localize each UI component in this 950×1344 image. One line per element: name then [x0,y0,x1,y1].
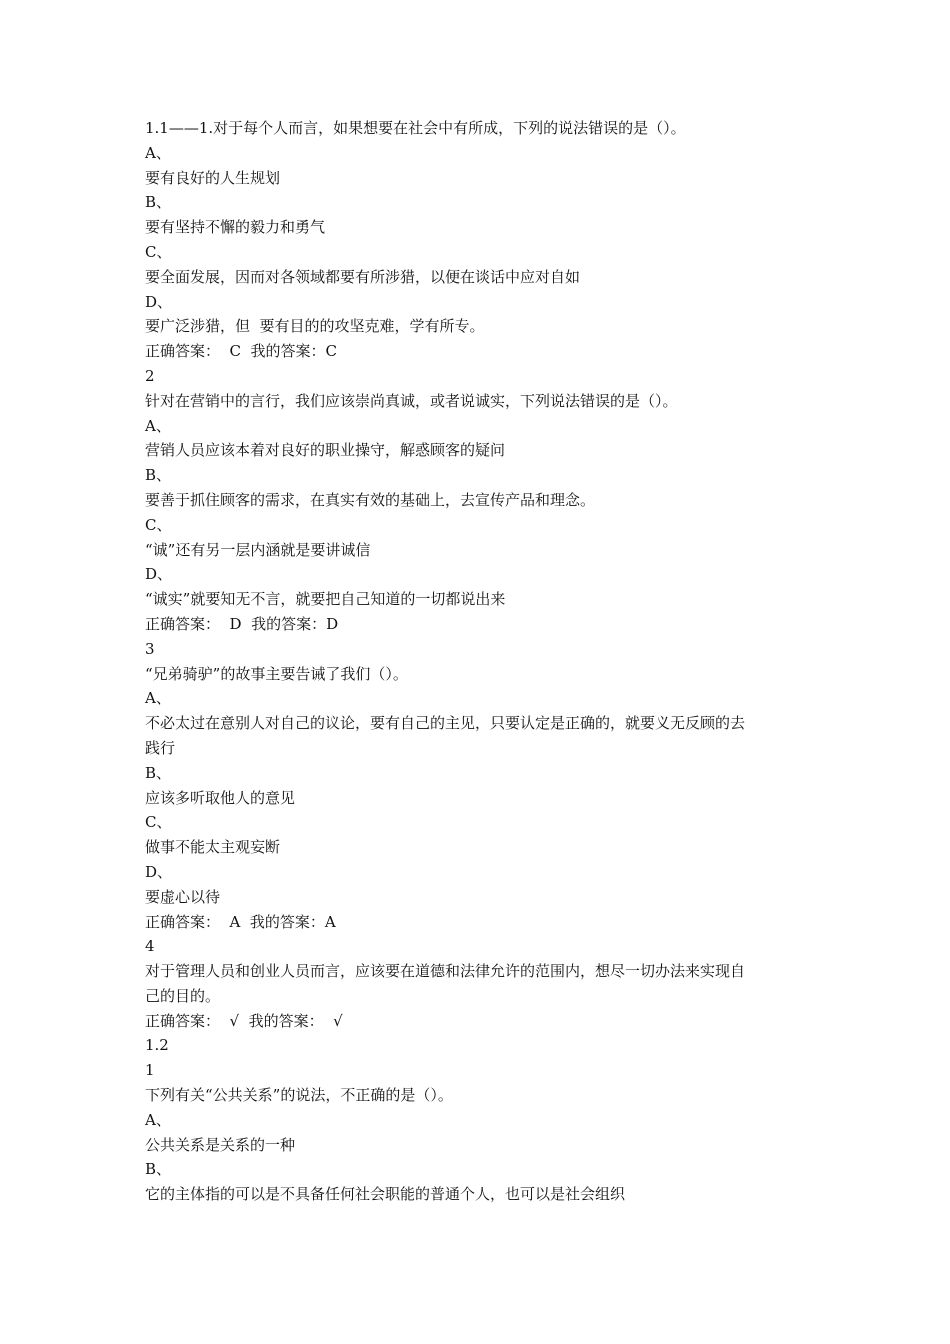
text-line: 它的主体指的可以是不具备任何社会职能的普通个人，也可以是社会组织 [145,1185,626,1204]
text-line: 下列有关“公共关系”的说法，不正确的是（）。 [145,1086,453,1105]
text-line: 2 [145,366,155,385]
text-line: 做事不能太主观妄断 [145,838,281,857]
text-line: 正确答案： √ 我的答案： √ [145,1011,343,1030]
text-line: 4 [145,937,155,956]
text-line: C、 [145,515,172,534]
text-line: “诚实”就要知无不言，就要把自己知道的一切都说出来 [145,590,506,609]
text-line: “诚”还有另一层内涵就是要讲诚信 [145,540,371,559]
text-line: 公共关系是关系的一种 [145,1135,296,1154]
document-body [145,116,820,1207]
text-line: 1 [145,1061,155,1080]
text-line: 要广泛涉猎，但 要有目的的攻坚克难，学有所专。 [145,317,485,336]
text-line: D、 [145,565,173,584]
text-line: 要有良好的人生规划 [145,168,281,187]
text-line: 要有坚持不懈的毅力和勇气 [145,218,326,237]
text-line: 不必太过在意别人对自己的议论，要有自己的主见，只要认定是正确的，就要义无反顾的去 [145,714,746,733]
text-line: 营销人员应该本着对良好的职业操守，解惑顾客的疑问 [145,441,506,460]
text-line: “兄弟骑驴”的故事主要告诫了我们（）。 [145,664,408,683]
text-line: 3 [145,639,155,658]
text-line: A、 [145,143,171,162]
text-line: B、 [145,763,172,782]
text-line: 1.1——1.对于每个人而言，如果想要在社会中有所成，下列的说法错误的是（）。 [145,119,686,137]
text-line: 践行 [145,738,176,757]
text-line: D、 [145,292,173,311]
text-line: 要虚心以待 [145,887,221,906]
text-line: C、 [145,242,172,261]
text-line: 正确答案： D 我的答案：D [145,614,339,633]
text-line: 针对在营销中的言行，我们应该崇尚真诚，或者说诚实，下列说法错误的是（）。 [145,391,678,410]
text-line: 要全面发展，因而对各领域都要有所涉猎，以便在谈话中应对自如 [145,267,581,286]
text-line: A、 [145,416,171,435]
text-line: A、 [145,689,171,708]
text-line: 要善于抓住顾客的需求，在真实有效的基础上，去宣传产品和理念。 [145,490,596,509]
text-line: 正确答案： C 我的答案：C [145,342,338,361]
text-line: B、 [145,193,172,212]
text-line: B、 [145,466,172,485]
text-line: D、 [145,862,173,881]
text-line: 应该多听取他人的意见 [145,788,296,807]
text-line: 己的目的。 [145,986,221,1005]
text-line: B、 [145,1160,172,1179]
text-line: C、 [145,813,172,832]
text-line: 对于管理人员和创业人员而言，应该要在道德和法律允许的范围内，想尽一切办法来实现自 [145,962,746,981]
text-line: 1.2 [145,1036,169,1055]
text-line: 正确答案： A 我的答案：A [145,912,336,931]
text-line: A、 [145,1110,171,1129]
